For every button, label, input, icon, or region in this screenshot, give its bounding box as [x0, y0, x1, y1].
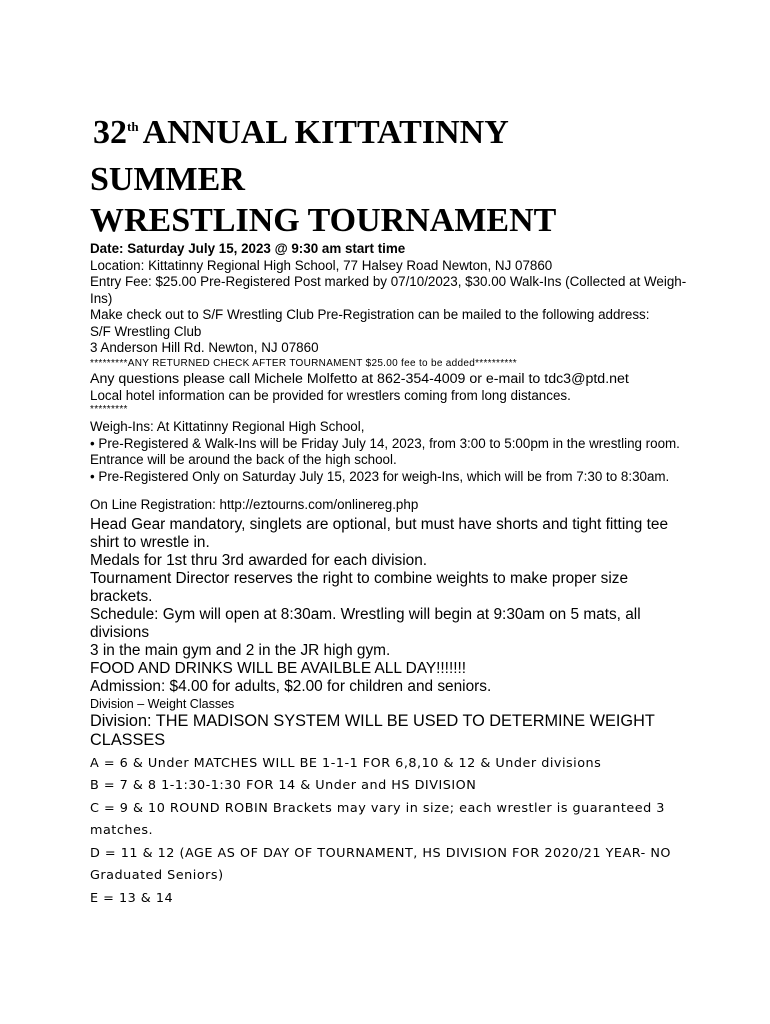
director-rule: Tournament Director reserves the right to combine weights to make proper size brackets. [90, 569, 629, 605]
division-a: A = 6 & Under MATCHES WILL BE 1-1-1 FOR 6,8,10 & 12 & Under divisions [90, 755, 602, 771]
schedule-info: Schedule: Gym will open at 8:30am. Wrestling will begin at 9:30am on 5 mats, all divisions [90, 605, 641, 641]
division-weight-heading: Division – Weight Classes [90, 696, 235, 711]
hotel-info: Local hotel information can be provided for wrestlers coming from long distances. [90, 387, 571, 403]
division-e: E = 13 & 14 [90, 890, 174, 906]
weigh-ins-bullet-1: • Pre-Registered & Walk-Ins will be Friday July 14, 2023, from 3:00 to 5:00pm in the wrestling room. Entrance will be around the back of the high school. [90, 435, 680, 467]
title-line1: ANNUAL KITTATINNY [142, 114, 509, 151]
entry-fee: Entry Fee: $25.00 Pre-Registered Post marked by 07/10/2023, $30.00 Walk-Ins (Collected at Weigh-Ins) [90, 274, 687, 306]
club-address: 3 Anderson Hill Rd. Newton, NJ 07860 [90, 340, 319, 355]
questions-contact: Any questions please call Michele Molfetto at 862-354-4009 or e-mail to tdc3@ptd.net [90, 370, 629, 387]
event-date: Date: Saturday July 15, 2023 @ 9:30 am start time [90, 241, 406, 256]
title-ordinal-suffix: th [127, 119, 139, 134]
title-line2: SUMMER [90, 161, 245, 198]
weigh-ins-bullet-2: • Pre-Registered Only on Saturday July 15, 2023 for weigh-Ins, which will be from 7:30 to 8:30am. [90, 468, 670, 484]
madison-system-heading: Division: THE MADISON SYSTEM WILL BE USED TO DETERMINE WEIGHT CLASSES [90, 711, 655, 749]
event-location: Location: Kittatinny Regional High School, 77 Halsey Road Newton, NJ 07860 [90, 257, 553, 273]
division-c: C = 9 & 10 ROUND ROBIN Brackets may vary in size; each wrestler is guaranteed 3 matches. [90, 800, 665, 838]
online-registration: On Line Registration: http://eztourns.com/onlinereg.php [90, 497, 419, 512]
food-notice: FOOD AND DRINKS WILL BE AVAILBLE ALL DAY!!!!!!! [90, 659, 467, 677]
admission-info: Admission: $4.00 for adults, $2.00 for children and seniors. [90, 677, 492, 695]
tournament-title [90, 112, 690, 241]
medals-rule: Medals for 1st thru 3rd awarded for each division. [90, 551, 428, 569]
head-gear-rule: Head Gear mandatory, singlets are optional, but must have shorts and tight fitting tee shirt to wrestle in. [90, 515, 669, 551]
title-line3: WRESTLING TOURNAMENT [90, 202, 557, 239]
division-d: D = 11 & 12 (AGE AS OF DAY OF TOURNAMENT, HS DIVISION FOR 2020/21 YEAR- NO Graduated Seniors) [90, 845, 671, 883]
returned-check-notice: *********ANY RETURNED CHECK AFTER TOURNAMENT $25.00 fee to be added********** [90, 357, 517, 369]
division-b: B = 7 & 8 1-1:30-1:30 FOR 14 & Under and HS DIVISION [90, 778, 477, 793]
check-instructions: Make check out to S/F Wrestling Club Pre-Registration can be mailed to the following address: [90, 307, 650, 322]
club-name: S/F Wrestling Club [90, 323, 202, 339]
gym-info: 3 in the main gym and 2 in the JR high gym. [90, 641, 391, 659]
flyer-document [90, 112, 690, 910]
stars-divider: ********* [90, 404, 128, 415]
weigh-ins-heading: Weigh-Ins: At Kittatinny Regional High School, [90, 419, 365, 434]
title-number: 32 [93, 114, 127, 151]
